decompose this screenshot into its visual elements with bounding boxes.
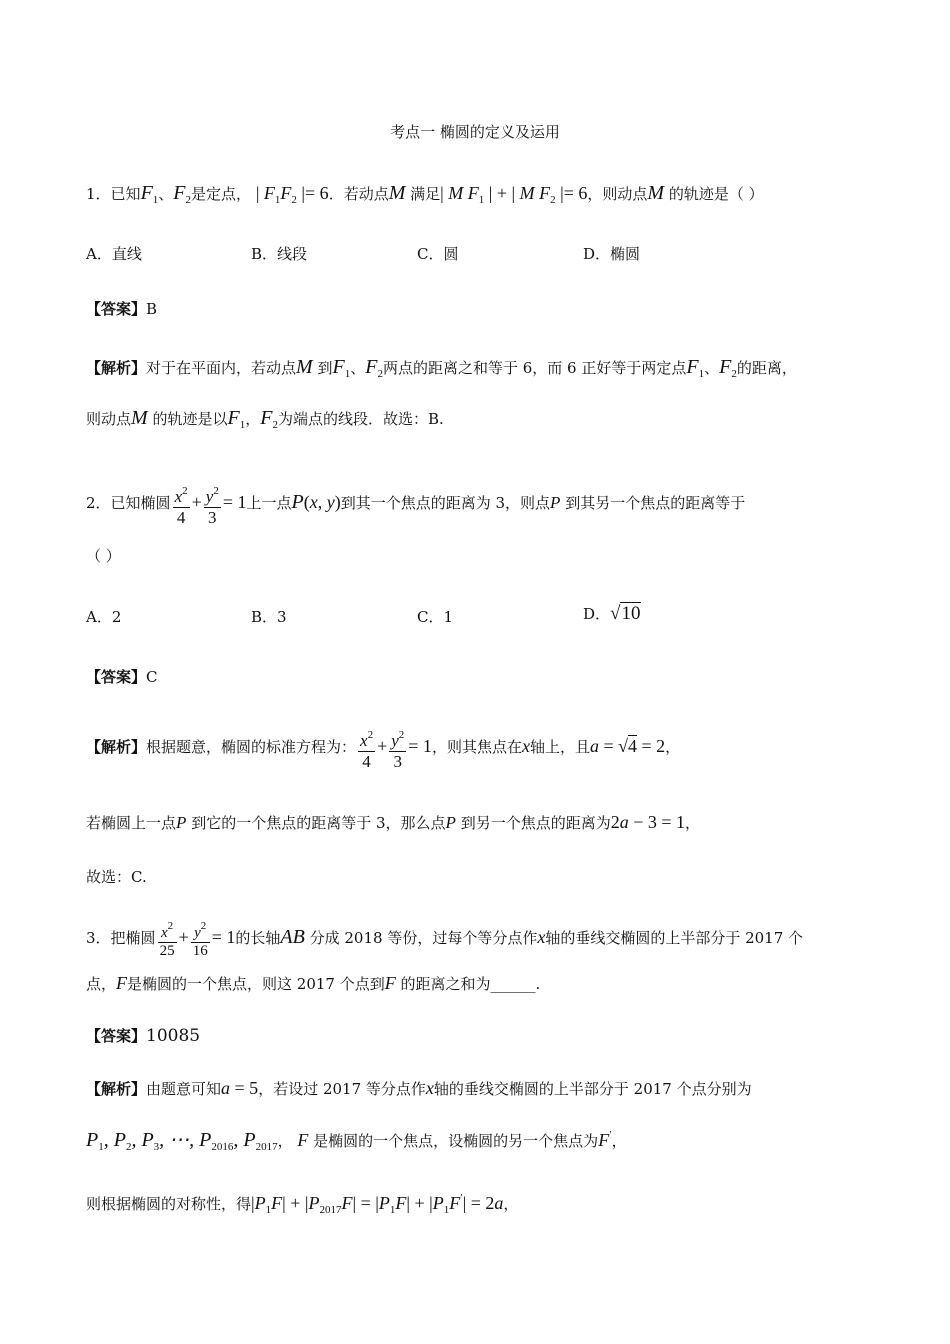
q1-option-d: D．椭圆 <box>583 245 641 263</box>
question-2-stem: 2．已知椭圆 $\frac{x^2}{4}$ + $\frac{y^2}{3}$ = 1上一点P(x, y)到其一个焦点的距离为 3，则点P 到其另一个焦点的距离等于 <box>86 480 890 528</box>
q2-analysis-line-1: 【解析】根据题意，椭圆的标准方程为： $\frac{x^2}{4}$ + $\frac{y^2}{3}$ = 1，则其焦点在x轴上，且a = √4 = 2， <box>86 724 890 772</box>
q1-option-c: C．圆 <box>417 245 459 263</box>
q2-analysis-line-3: 故选：C. <box>86 868 147 886</box>
q2-stem-paren: （ ） <box>86 547 121 565</box>
q3-answer: 【答案】10085 <box>86 1026 201 1046</box>
question-3-stem: 3．把椭圆 $\frac{x^2}{25}$ + $\frac{y^2}{16}$ = 1的长轴AB 分成 2018 等份，过每个等分点作x轴的垂线交椭圆的上半部分于 2017 个 <box>86 920 804 959</box>
q2-analysis-line-2: 若椭圆上一点P 到它的一个焦点的距离等于 3，那么点P 到另一个焦点的距离为2a − 3 = 1， <box>86 812 701 832</box>
section-title: 考点一 椭圆的定义及运用 <box>390 123 560 141</box>
q3-analysis-line-2: $P_1$, $P_2$, $P_3$, ⋯, $P_{2016}$, $P_{2017}$， F 是椭圆的一个焦点，设椭圆的另一个焦点为F′， <box>86 1129 627 1153</box>
question-1-stem: 1．已知$F_1$、$F_2$是定点， | $F_1F_2$ |= 6．若动点M 满足| M $F_1$ | + | M $F_2$ |= 6，则动点M 的轨迹是（ ） <box>86 182 764 206</box>
q2-option-b: B．3 <box>251 608 287 626</box>
q1-analysis-line-2: 则动点M 的轨迹是以$F_1$，$F_2$为端点的线段．故选：B. <box>86 407 444 431</box>
q1-option-a: A．直线 <box>86 245 142 263</box>
q2-answer: 【答案】C <box>86 668 158 686</box>
question-3-stem-line-2: 点，F是椭圆的一个焦点，则这 2017 个点到F 的距离之和为______. <box>86 973 541 993</box>
q3-analysis-line-3: 则根据椭圆的对称性，得$|P_1F| + |P_{2017}F| = |P_1F| + |P_1F'| = 2a$， <box>86 1192 519 1216</box>
q1-answer: 【答案】B <box>86 300 158 318</box>
q2-option-c: C．1 <box>417 608 454 626</box>
q1-option-b: B．线段 <box>251 245 308 263</box>
q1-analysis-line-1: 【解析】对于在平面内，若动点M 到$F_1$、$F_2$两点的距离之和等于 6，而 6 正好等于两定点$F_1$、$F_2$的距离， <box>86 356 797 380</box>
q2-option-d: D．√10 <box>583 603 641 624</box>
q2-option-a: A．2 <box>86 608 122 626</box>
q3-analysis-line-1: 【解析】由题意可知a = 5，若设过 2017 等分点作x轴的垂线交椭圆的上半部分于 2017 个点分别为 <box>86 1078 752 1098</box>
